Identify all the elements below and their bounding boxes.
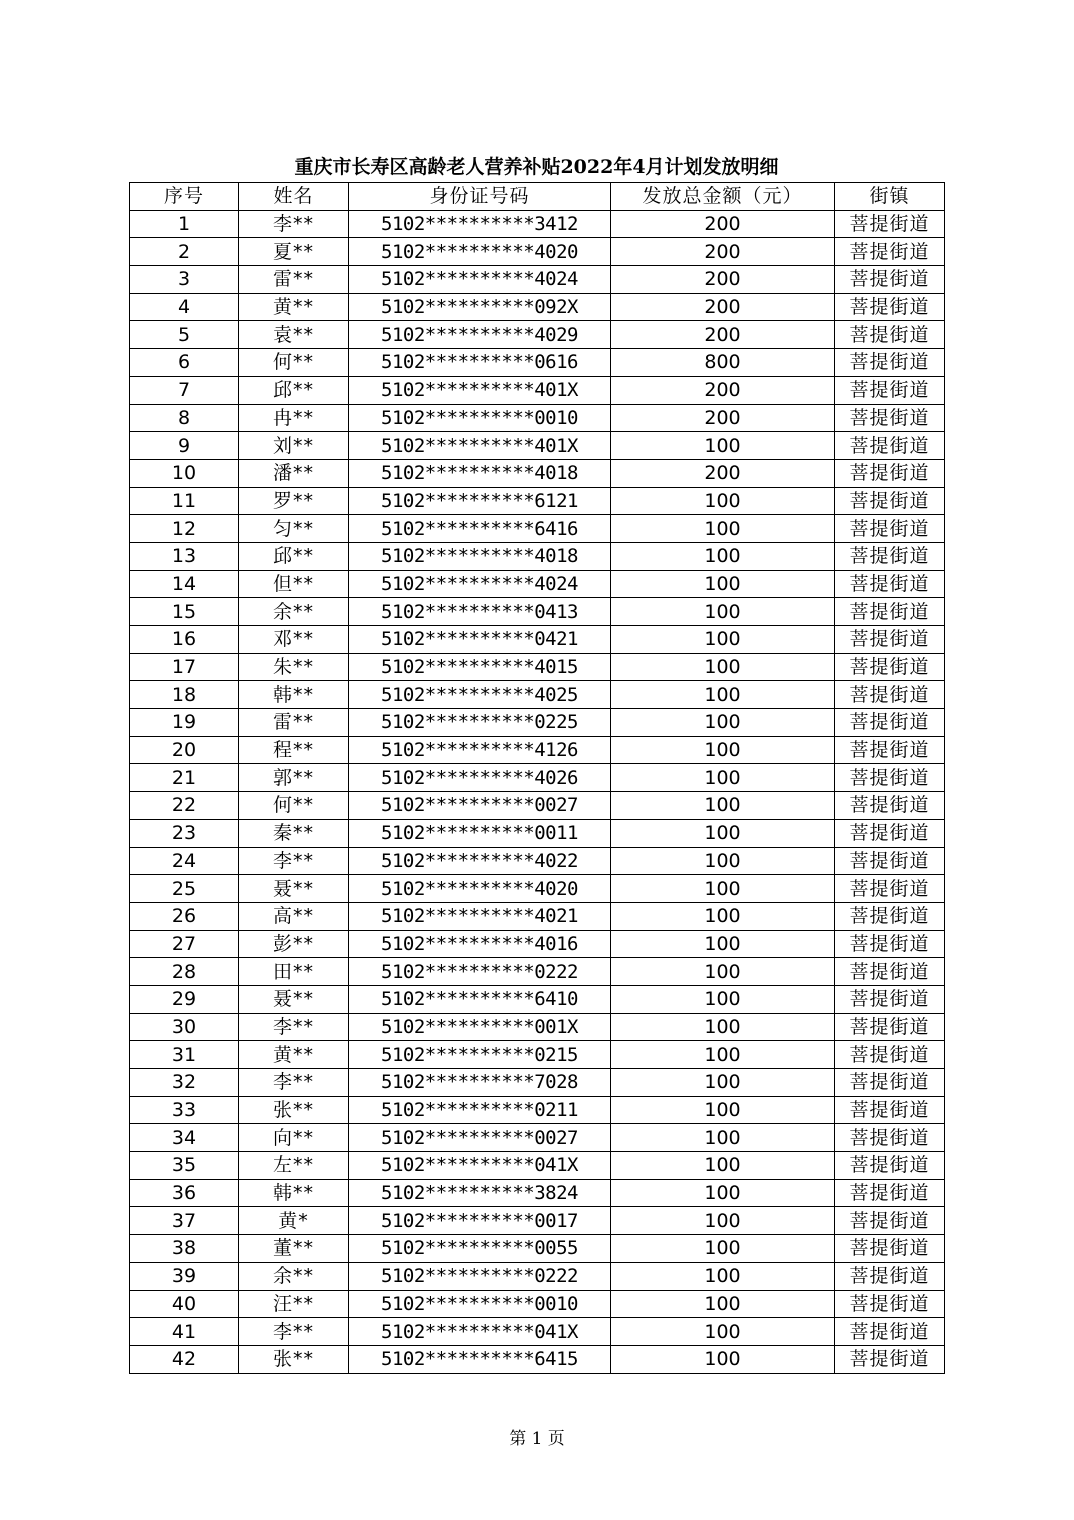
cell-amount: 100 xyxy=(611,1041,835,1069)
cell-serial: 17 xyxy=(130,653,239,681)
cell-serial: 6 xyxy=(130,349,239,377)
cell-serial: 28 xyxy=(130,958,239,986)
cell-id-number: 5102**********4024 xyxy=(349,266,611,294)
cell-id-number: 5102**********4016 xyxy=(349,930,611,958)
cell-id-number: 5102**********6415 xyxy=(349,1345,611,1373)
cell-serial: 11 xyxy=(130,487,239,515)
table-row xyxy=(130,321,945,349)
cell-amount: 100 xyxy=(611,1318,835,1346)
cell-name: 田** xyxy=(239,958,349,986)
cell-name: 罗** xyxy=(239,487,349,515)
table-row xyxy=(130,1096,945,1124)
cell-serial: 37 xyxy=(130,1207,239,1235)
cell-serial: 34 xyxy=(130,1124,239,1152)
table-row xyxy=(130,681,945,709)
cell-id-number: 5102**********6416 xyxy=(349,515,611,543)
table-row xyxy=(130,764,945,792)
table-row xyxy=(130,376,945,404)
cell-id-number: 5102**********401X xyxy=(349,376,611,404)
cell-serial: 8 xyxy=(130,404,239,432)
cell-street: 菩提街道 xyxy=(835,847,945,875)
cell-street: 菩提街道 xyxy=(835,1152,945,1180)
cell-serial: 13 xyxy=(130,542,239,570)
cell-id-number: 5102**********0055 xyxy=(349,1235,611,1263)
cell-name: 黄* xyxy=(239,1207,349,1235)
cell-street: 菩提街道 xyxy=(835,985,945,1013)
cell-street: 菩提街道 xyxy=(835,1290,945,1318)
cell-street: 菩提街道 xyxy=(835,875,945,903)
cell-name: 聂** xyxy=(239,985,349,1013)
cell-serial: 21 xyxy=(130,764,239,792)
cell-street: 菩提街道 xyxy=(835,1124,945,1152)
cell-amount: 100 xyxy=(611,902,835,930)
cell-amount: 100 xyxy=(611,1262,835,1290)
cell-serial: 40 xyxy=(130,1290,239,1318)
table-row xyxy=(130,1013,945,1041)
cell-street: 菩提街道 xyxy=(835,321,945,349)
cell-street: 菩提街道 xyxy=(835,1262,945,1290)
cell-serial: 14 xyxy=(130,570,239,598)
cell-amount: 100 xyxy=(611,681,835,709)
cell-name: 邱** xyxy=(239,542,349,570)
table-row xyxy=(130,1345,945,1373)
cell-amount: 100 xyxy=(611,487,835,515)
document-title: 重庆市长寿区高龄老人营养补贴2022年4月计划发放明细 xyxy=(294,156,779,178)
cell-serial: 7 xyxy=(130,376,239,404)
table-row xyxy=(130,792,945,820)
cell-serial: 31 xyxy=(130,1041,239,1069)
table-row xyxy=(130,985,945,1013)
cell-street: 菩提街道 xyxy=(835,1096,945,1124)
cell-amount: 200 xyxy=(611,321,835,349)
cell-id-number: 5102**********4026 xyxy=(349,764,611,792)
cell-street: 菩提街道 xyxy=(835,653,945,681)
cell-id-number: 5102**********092X xyxy=(349,293,611,321)
cell-street: 菩提街道 xyxy=(835,1207,945,1235)
cell-amount: 100 xyxy=(611,626,835,654)
table-row xyxy=(130,293,945,321)
cell-id-number: 5102**********4126 xyxy=(349,736,611,764)
cell-amount: 200 xyxy=(611,459,835,487)
table-row xyxy=(130,238,945,266)
cell-amount: 100 xyxy=(611,847,835,875)
table-row xyxy=(130,902,945,930)
cell-street: 菩提街道 xyxy=(835,958,945,986)
cell-id-number: 5102**********4029 xyxy=(349,321,611,349)
cell-id-number: 5102**********0011 xyxy=(349,819,611,847)
cell-name: 聂** xyxy=(239,875,349,903)
cell-amount: 100 xyxy=(611,1152,835,1180)
cell-name: 程** xyxy=(239,736,349,764)
cell-name: 李** xyxy=(239,847,349,875)
cell-name: 向** xyxy=(239,1124,349,1152)
cell-serial: 9 xyxy=(130,432,239,460)
cell-id-number: 5102**********0211 xyxy=(349,1096,611,1124)
cell-amount: 100 xyxy=(611,1179,835,1207)
cell-name: 冉** xyxy=(239,404,349,432)
table-row xyxy=(130,487,945,515)
table-row xyxy=(130,432,945,460)
cell-id-number: 5102**********0225 xyxy=(349,709,611,737)
header-name: 姓名 xyxy=(239,183,349,211)
cell-id-number: 5102**********0010 xyxy=(349,1290,611,1318)
cell-amount: 100 xyxy=(611,1345,835,1373)
cell-serial: 42 xyxy=(130,1345,239,1373)
cell-serial: 15 xyxy=(130,598,239,626)
table-row xyxy=(130,1207,945,1235)
table-header-row xyxy=(130,183,945,211)
cell-name: 董** xyxy=(239,1235,349,1263)
cell-street: 菩提街道 xyxy=(835,764,945,792)
cell-amount: 100 xyxy=(611,736,835,764)
cell-amount: 100 xyxy=(611,653,835,681)
cell-id-number: 5102**********7028 xyxy=(349,1069,611,1097)
cell-street: 菩提街道 xyxy=(835,266,945,294)
cell-name: 朱** xyxy=(239,653,349,681)
table-row xyxy=(130,1124,945,1152)
cell-id-number: 5102**********041X xyxy=(349,1318,611,1346)
table-row xyxy=(130,349,945,377)
cell-amount: 100 xyxy=(611,432,835,460)
cell-street: 菩提街道 xyxy=(835,930,945,958)
cell-name: 夏** xyxy=(239,238,349,266)
cell-street: 菩提街道 xyxy=(835,293,945,321)
cell-name: 汪** xyxy=(239,1290,349,1318)
cell-id-number: 5102**********4020 xyxy=(349,875,611,903)
cell-serial: 36 xyxy=(130,1179,239,1207)
table-row xyxy=(130,736,945,764)
cell-id-number: 5102**********6410 xyxy=(349,985,611,1013)
cell-id-number: 5102**********4018 xyxy=(349,459,611,487)
cell-id-number: 5102**********4024 xyxy=(349,570,611,598)
subsidy-table xyxy=(129,182,945,1374)
table-row xyxy=(130,875,945,903)
cell-amount: 200 xyxy=(611,404,835,432)
cell-id-number: 5102**********0215 xyxy=(349,1041,611,1069)
cell-name: 匀** xyxy=(239,515,349,543)
cell-id-number: 5102**********0027 xyxy=(349,1124,611,1152)
table-row xyxy=(130,266,945,294)
cell-amount: 100 xyxy=(611,542,835,570)
cell-amount: 200 xyxy=(611,238,835,266)
cell-name: 张** xyxy=(239,1096,349,1124)
cell-amount: 100 xyxy=(611,598,835,626)
cell-amount: 100 xyxy=(611,1096,835,1124)
cell-street: 菩提街道 xyxy=(835,819,945,847)
cell-street: 菩提街道 xyxy=(835,570,945,598)
cell-serial: 41 xyxy=(130,1318,239,1346)
cell-id-number: 5102**********4020 xyxy=(349,238,611,266)
cell-amount: 100 xyxy=(611,1124,835,1152)
cell-name: 李** xyxy=(239,1318,349,1346)
cell-amount: 100 xyxy=(611,515,835,543)
cell-name: 余** xyxy=(239,598,349,626)
table-row xyxy=(130,1318,945,1346)
cell-street: 菩提街道 xyxy=(835,404,945,432)
cell-street: 菩提街道 xyxy=(835,459,945,487)
table-row xyxy=(130,210,945,238)
cell-street: 菩提街道 xyxy=(835,1318,945,1346)
table-row xyxy=(130,1235,945,1263)
cell-amount: 100 xyxy=(611,1235,835,1263)
table-body xyxy=(130,210,945,1373)
cell-id-number: 5102**********401X xyxy=(349,432,611,460)
cell-name: 袁** xyxy=(239,321,349,349)
cell-id-number: 5102**********001X xyxy=(349,1013,611,1041)
cell-name: 何** xyxy=(239,349,349,377)
cell-name: 李** xyxy=(239,210,349,238)
cell-name: 彭** xyxy=(239,930,349,958)
cell-id-number: 5102**********3412 xyxy=(349,210,611,238)
cell-amount: 100 xyxy=(611,958,835,986)
cell-serial: 1 xyxy=(130,210,239,238)
table-row xyxy=(130,404,945,432)
cell-amount: 100 xyxy=(611,570,835,598)
table-row xyxy=(130,1179,945,1207)
table-row xyxy=(130,459,945,487)
cell-street: 菩提街道 xyxy=(835,487,945,515)
cell-name: 雷** xyxy=(239,266,349,294)
cell-name: 黄** xyxy=(239,293,349,321)
cell-serial: 29 xyxy=(130,985,239,1013)
cell-name: 潘** xyxy=(239,459,349,487)
cell-name: 邱** xyxy=(239,376,349,404)
cell-amount: 100 xyxy=(611,792,835,820)
cell-serial: 39 xyxy=(130,1262,239,1290)
cell-serial: 33 xyxy=(130,1096,239,1124)
cell-id-number: 5102**********0421 xyxy=(349,626,611,654)
cell-amount: 100 xyxy=(611,1290,835,1318)
cell-id-number: 5102**********0413 xyxy=(349,598,611,626)
cell-street: 菩提街道 xyxy=(835,376,945,404)
cell-street: 菩提街道 xyxy=(835,792,945,820)
cell-street: 菩提街道 xyxy=(835,210,945,238)
table-row xyxy=(130,1069,945,1097)
table-row xyxy=(130,847,945,875)
cell-serial: 25 xyxy=(130,875,239,903)
cell-amount: 100 xyxy=(611,764,835,792)
cell-street: 菩提街道 xyxy=(835,1069,945,1097)
cell-id-number: 5102**********4021 xyxy=(349,902,611,930)
cell-serial: 4 xyxy=(130,293,239,321)
cell-serial: 27 xyxy=(130,930,239,958)
cell-id-number: 5102**********3824 xyxy=(349,1179,611,1207)
cell-amount: 200 xyxy=(611,266,835,294)
header-serial: 序号 xyxy=(130,183,239,211)
cell-street: 菩提街道 xyxy=(835,1345,945,1373)
cell-street: 菩提街道 xyxy=(835,598,945,626)
table-row xyxy=(130,1262,945,1290)
cell-serial: 12 xyxy=(130,515,239,543)
cell-id-number: 5102**********4015 xyxy=(349,653,611,681)
cell-street: 菩提街道 xyxy=(835,1013,945,1041)
cell-name: 刘** xyxy=(239,432,349,460)
cell-street: 菩提街道 xyxy=(835,238,945,266)
cell-street: 菩提街道 xyxy=(835,902,945,930)
cell-id-number: 5102**********041X xyxy=(349,1152,611,1180)
cell-name: 邓** xyxy=(239,626,349,654)
cell-serial: 5 xyxy=(130,321,239,349)
cell-name: 张** xyxy=(239,1345,349,1373)
cell-amount: 200 xyxy=(611,210,835,238)
cell-name: 李** xyxy=(239,1013,349,1041)
cell-name: 韩** xyxy=(239,681,349,709)
cell-serial: 18 xyxy=(130,681,239,709)
header-street: 街镇 xyxy=(835,183,945,211)
cell-id-number: 5102**********0222 xyxy=(349,1262,611,1290)
cell-name: 郭** xyxy=(239,764,349,792)
cell-name: 何** xyxy=(239,792,349,820)
cell-serial: 23 xyxy=(130,819,239,847)
cell-name: 韩** xyxy=(239,1179,349,1207)
cell-amount: 100 xyxy=(611,930,835,958)
cell-id-number: 5102**********4025 xyxy=(349,681,611,709)
cell-name: 左** xyxy=(239,1152,349,1180)
cell-amount: 100 xyxy=(611,1013,835,1041)
cell-amount: 100 xyxy=(611,985,835,1013)
header-id-number: 身份证号码 xyxy=(349,183,611,211)
cell-serial: 20 xyxy=(130,736,239,764)
cell-name: 但** xyxy=(239,570,349,598)
header-amount: 发放总金额（元） xyxy=(611,183,835,211)
cell-amount: 100 xyxy=(611,709,835,737)
table-row xyxy=(130,1290,945,1318)
cell-amount: 100 xyxy=(611,1069,835,1097)
cell-amount: 200 xyxy=(611,293,835,321)
table-row xyxy=(130,570,945,598)
cell-serial: 38 xyxy=(130,1235,239,1263)
cell-street: 菩提街道 xyxy=(835,515,945,543)
cell-serial: 30 xyxy=(130,1013,239,1041)
table-row xyxy=(130,1041,945,1069)
cell-serial: 26 xyxy=(130,902,239,930)
table-row xyxy=(130,598,945,626)
table-row xyxy=(130,958,945,986)
cell-id-number: 5102**********0616 xyxy=(349,349,611,377)
cell-street: 菩提街道 xyxy=(835,1179,945,1207)
table-row xyxy=(130,653,945,681)
cell-name: 雷** xyxy=(239,709,349,737)
table-row xyxy=(130,709,945,737)
cell-serial: 22 xyxy=(130,792,239,820)
cell-id-number: 5102**********0017 xyxy=(349,1207,611,1235)
cell-serial: 32 xyxy=(130,1069,239,1097)
table-row xyxy=(130,626,945,654)
cell-name: 秦** xyxy=(239,819,349,847)
cell-serial: 19 xyxy=(130,709,239,737)
table-row xyxy=(130,930,945,958)
cell-amount: 100 xyxy=(611,875,835,903)
cell-id-number: 5102**********6121 xyxy=(349,487,611,515)
cell-amount: 800 xyxy=(611,349,835,377)
cell-street: 菩提街道 xyxy=(835,542,945,570)
cell-name: 高** xyxy=(239,902,349,930)
cell-name: 李** xyxy=(239,1069,349,1097)
cell-name: 黄** xyxy=(239,1041,349,1069)
table-row xyxy=(130,515,945,543)
table-row xyxy=(130,819,945,847)
cell-serial: 2 xyxy=(130,238,239,266)
cell-id-number: 5102**********4022 xyxy=(349,847,611,875)
cell-street: 菩提街道 xyxy=(835,349,945,377)
cell-id-number: 5102**********0010 xyxy=(349,404,611,432)
cell-serial: 16 xyxy=(130,626,239,654)
cell-street: 菩提街道 xyxy=(835,1235,945,1263)
cell-serial: 3 xyxy=(130,266,239,294)
cell-street: 菩提街道 xyxy=(835,681,945,709)
cell-amount: 200 xyxy=(611,376,835,404)
cell-id-number: 5102**********4018 xyxy=(349,542,611,570)
cell-id-number: 5102**********0222 xyxy=(349,958,611,986)
cell-name: 余** xyxy=(239,1262,349,1290)
cell-street: 菩提街道 xyxy=(835,1041,945,1069)
cell-amount: 100 xyxy=(611,819,835,847)
table-row xyxy=(130,542,945,570)
cell-serial: 10 xyxy=(130,459,239,487)
table-row xyxy=(130,1152,945,1180)
cell-amount: 100 xyxy=(611,1207,835,1235)
page-number: 第 1 页 xyxy=(509,1429,565,1449)
cell-serial: 24 xyxy=(130,847,239,875)
cell-street: 菩提街道 xyxy=(835,432,945,460)
cell-street: 菩提街道 xyxy=(835,709,945,737)
cell-street: 菩提街道 xyxy=(835,736,945,764)
cell-street: 菩提街道 xyxy=(835,626,945,654)
cell-id-number: 5102**********0027 xyxy=(349,792,611,820)
cell-serial: 35 xyxy=(130,1152,239,1180)
